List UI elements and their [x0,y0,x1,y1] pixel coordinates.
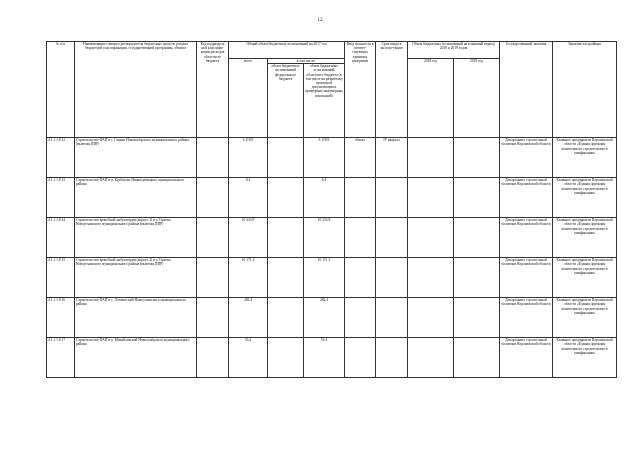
cell-name: Строительство ФАП в п. Курбатово Нижнедевицкого муниципального района [75,178,197,218]
cell-name: Строительство ФАП в с. Лозоватский Новоусманского муниципального района [75,298,197,338]
table-row [47,178,617,218]
cell-code [197,138,229,178]
cell-capacity [345,218,376,258]
table-row [47,298,617,338]
cell-developer: Казенное предприятие Воронежской области «Единая дирекция капитального строительства и газификации» [553,298,617,338]
cell-customer: Департамент строительной политики Воронежской области [500,178,553,218]
cell-federal [268,258,304,298]
cell-developer: Казенное предприятие Воронежской области «Единая дирекция капитального строительства и газификации» [553,258,617,298]
cell-num: 4.1.1.1.8.14 [47,218,75,258]
cell-regional: 0,4 [304,178,345,218]
cell-developer: Казенное предприятие Воронежской области «Единая дирекция капитального строительства и газификации» [553,338,617,378]
cell-num: 4.1.1.1.8.16 [47,298,75,338]
cell-code [197,258,229,298]
header-federal: объем бюджетных ассигнований федерального бюджета [268,64,304,138]
cell-customer: Департамент строительной политики Воронежской области [500,258,553,298]
cell-deadline [376,338,408,378]
cell-name: Строительство ФАП в п. Михайловский Новохопёрского муниципального района [75,338,197,378]
cell-regional: 6 118,9 [304,138,345,178]
budget-table [46,41,617,378]
cell-code [197,218,229,258]
header-2018: 2018 год [408,59,454,138]
cell-y2019 [454,298,500,338]
header-regional: объем бюджетных ассигнований областного бюджета (в том числе на разработку проектной документации и проведение инженерных изысканий) [304,64,345,138]
table-row [47,258,617,298]
cell-y2018 [408,138,454,178]
cell-customer: Департамент строительной политики Воронежской области [500,138,553,178]
cell-y2019 [454,178,500,218]
cell-name: Строительство ФАП в с. Глядни Новохопёрского муниципального района (включая ПИР) [75,138,197,178]
cell-deadline [376,258,408,298]
cell-capacity [345,338,376,378]
cell-total: 10 233,9 [229,218,268,258]
cell-name: Строительство врачебной амбулатории (корпус 2) в с. Орлово Новоусманского муниципального района (включая ПИР) [75,258,197,298]
cell-customer: Департамент строительной политики Воронежской области [500,338,553,378]
cell-deadline [376,178,408,218]
cell-y2019 [454,138,500,178]
header-total: всего [229,59,268,138]
cell-developer: Казенное предприятие Воронежской области «Единая дирекция капитального строительства и газификации» [553,178,617,218]
cell-y2018 [408,178,454,218]
cell-num: 4.1.1.1.8.15 [47,258,75,298]
cell-y2018 [408,258,454,298]
cell-total: 6 118,9 [229,138,268,178]
header-volume-2017: Общий объем бюджетных ассигнований на 2017 год [229,42,345,59]
cell-federal [268,218,304,258]
cell-capacity [345,178,376,218]
cell-deadline [376,298,408,338]
header-capacity: Ввод мощности в соответ-ствующих единицах измерения [345,42,376,138]
cell-deadline [376,218,408,258]
cell-total: 53,4 [229,338,268,378]
table-row [47,218,617,258]
cell-total: 0,4 [229,178,268,218]
header-incl: в том числе: [268,59,345,64]
cell-num: 4.1.1.1.8.13 [47,178,75,218]
cell-developer: Казенное предприятие Воронежской области «Единая дирекция капитального строительства и газификации» [553,138,617,178]
header-2019: 2019 год [454,59,500,138]
cell-federal [268,178,304,218]
header-planned: Объем бюджетных ассигнований на плановый период 2018 и 2019 годов [408,42,500,59]
cell-federal [268,338,304,378]
cell-regional: 10 233,9 [304,218,345,258]
cell-total: 10 171,3 [229,258,268,298]
cell-code [197,298,229,338]
header-num: № п/п [47,42,75,138]
header-deadline: Срок ввода в эксплуа-тацию [376,42,408,138]
cell-deadline: IV квартал [376,138,408,178]
header-code: Код подраздела ной классифи-кации расходов областного бюджета [197,42,229,138]
cell-customer: Департамент строительной политики Воронежской области [500,298,553,338]
cell-code [197,178,229,218]
page-number: 12 [317,18,323,23]
cell-federal [268,298,304,338]
header-customer: Государственный заказчик [500,42,553,138]
cell-name: Строительство врачебной амбулатории (корпус 1) в с. Орлово Новоусманского муниципального района (включая ПИР) [75,218,197,258]
cell-capacity: объект [345,138,376,178]
cell-total: 282,4 [229,298,268,338]
cell-federal [268,138,304,178]
cell-y2019 [454,338,500,378]
cell-y2018 [408,298,454,338]
header-developer: Заказчик-застройщик [553,42,617,138]
cell-regional: 53,4 [304,338,345,378]
cell-code [197,338,229,378]
cell-num: 4.1.1.1.8.12 [47,138,75,178]
cell-capacity [345,258,376,298]
cell-capacity [345,298,376,338]
cell-customer: Департамент строительной политики Воронежской области [500,218,553,258]
table-row [47,338,617,378]
cell-y2018 [408,218,454,258]
cell-y2019 [454,218,500,258]
table-row [47,138,617,178]
cell-y2019 [454,258,500,298]
header-name: Наименование главного распорядителя бюджетных средств, раздела бюджетной классификации, государственной программы, объекта [75,42,197,138]
cell-developer: Казенное предприятие Воронежской области «Единая дирекция капитального строительства и газификации» [553,218,617,258]
cell-y2018 [408,338,454,378]
cell-regional: 10 171,3 [304,258,345,298]
cell-num: 4.1.1.1.8.17 [47,338,75,378]
cell-regional: 282,4 [304,298,345,338]
